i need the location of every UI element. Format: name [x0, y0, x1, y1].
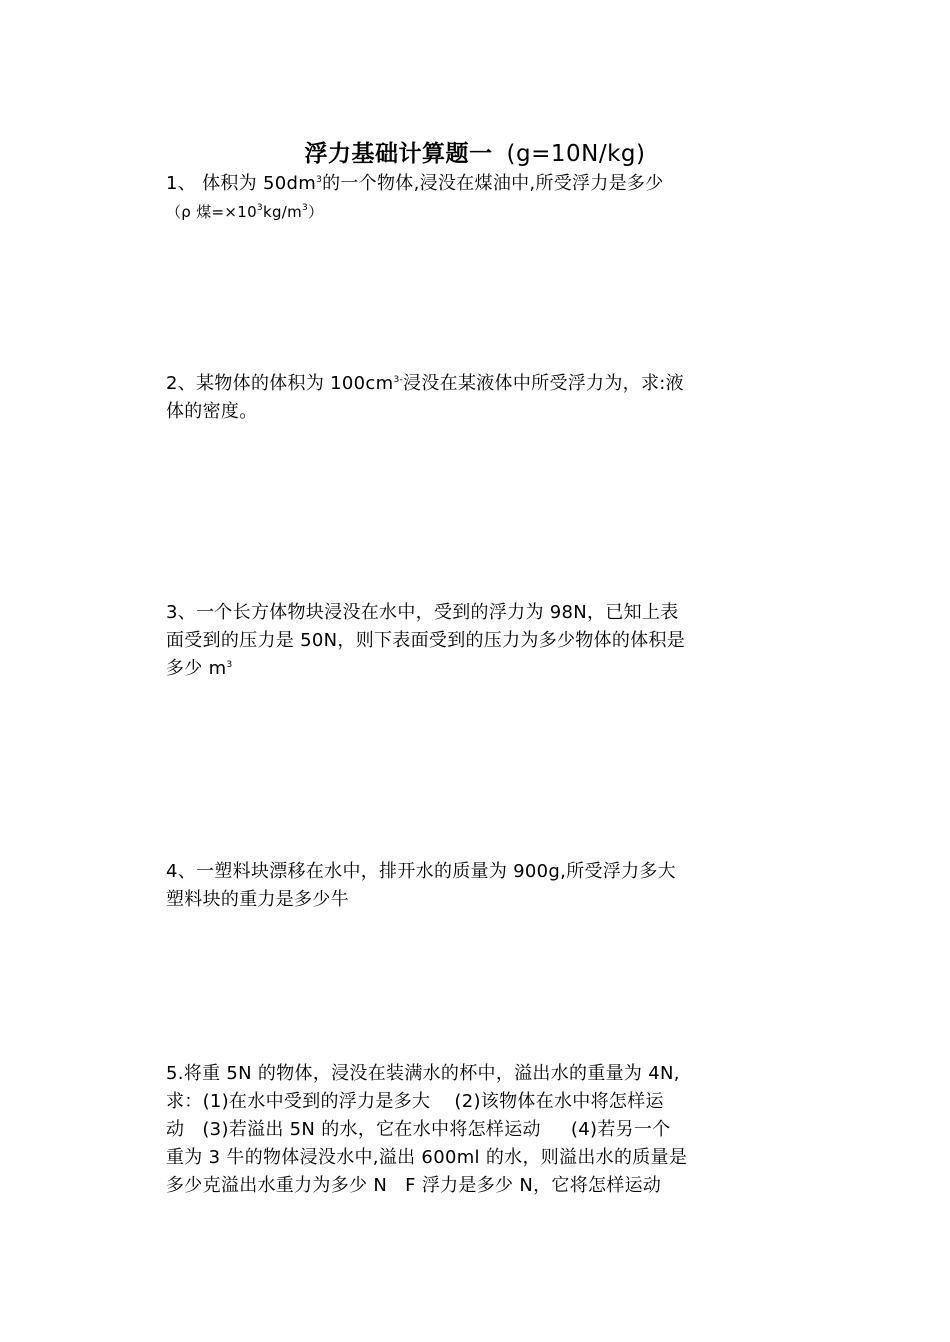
question-line: 体的密度。 [166, 401, 258, 422]
question-3 [166, 599, 788, 683]
page-title [0, 138, 950, 170]
question-line: 多少 $m^3$ [166, 658, 233, 679]
question-line: 4、一塑料块漂移在水中，排开水的质量为 900g,所受浮力多大 [166, 861, 676, 882]
question-4 [166, 858, 788, 914]
question-line: （ρ 煤$=\times 10^3kg/m^3$） [166, 203, 324, 221]
question-2 [166, 370, 788, 426]
title-main: 浮力基础计算题一 [304, 141, 493, 167]
question-line: 多少克溢出水重力为多少 N F 浮力是多少 N，它将怎样运动 [166, 1175, 662, 1196]
title-sub: (g=10N/kg) [506, 141, 646, 167]
question-line: 动 (3)若溢出 5N 的水，它在水中将怎样运动 (4)若另一个 [166, 1119, 671, 1140]
question-line: 2、某物体的体积为 $100cm^{3-}$浸没在某液体中所受浮力为，求:液 [166, 373, 684, 394]
question-line: 塑料块的重力是多少牛 [166, 889, 349, 910]
question-line: 1、 体积为 $50dm^3$的一个物体,浸没在煤油中,所受浮力是多少 [166, 173, 664, 194]
question-5 [166, 1060, 788, 1200]
question-line: 面受到的压力是 50N，则下表面受到的压力为多少物体的体积是 [166, 630, 686, 651]
question-line: 5.将重 5N 的物体，浸没在装满水的杯中，溢出水的重量为 4N, [166, 1063, 680, 1084]
question-1 [166, 170, 788, 226]
question-line: 重为 3 牛的物体浸没水中,溢出 600ml 的水，则溢出水的质量是 [166, 1147, 688, 1168]
question-line: 求：(1)在水中受到的浮力是多大 (2)该物体在水中将怎样运 [166, 1091, 664, 1112]
question-line: 3、一个长方体物块浸没在水中，受到的浮力为 98N，已知上表 [166, 602, 679, 623]
